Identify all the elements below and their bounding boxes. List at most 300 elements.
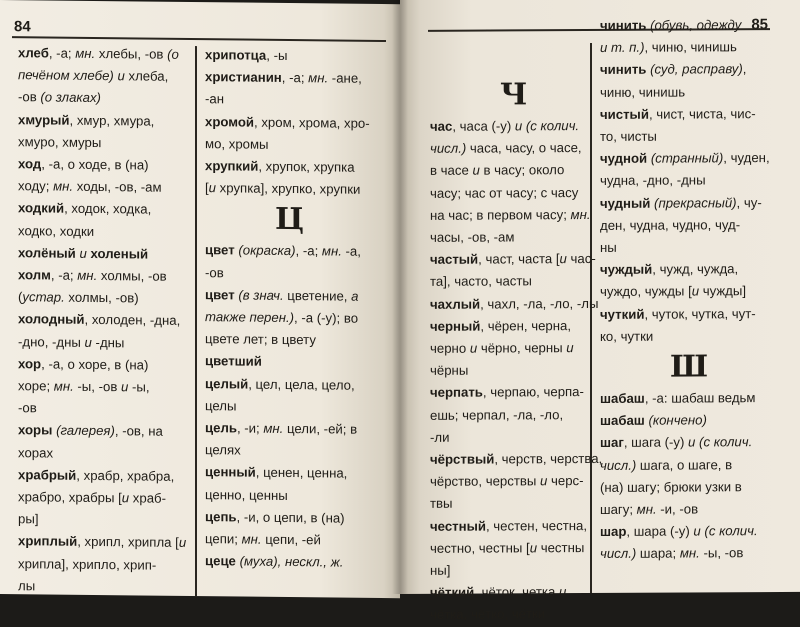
italic-note: числ.) [600,546,637,562]
italic-note: (с колич. [704,523,758,539]
headword: чёрствый [430,451,495,467]
entry-line [600,258,775,281]
entry-line [600,236,775,259]
entry-text: , черпаю, черпа- [482,384,584,401]
italic-note: мн. [53,378,74,394]
entry-line [18,309,190,333]
entry-line [205,284,385,308]
entry-text: ден, чудна, чудно, чуд- [600,217,741,233]
entry-line [430,381,588,404]
entry-line [18,175,190,199]
italic-note: (с колич. [699,434,753,450]
entry-line [430,559,588,582]
dictionary-column [205,44,385,574]
italic-note: а [351,288,359,304]
italic-note: и [208,180,217,196]
italic-note: (о [167,46,179,62]
entry-line [430,115,588,138]
entry-line [18,508,190,532]
headword: чуждый [600,261,653,278]
entry-text: целы [205,397,237,414]
headword: хор [18,356,42,372]
headword: черпать [430,385,483,401]
italic-note: и [472,162,480,179]
headword: ходкий [18,200,65,217]
entry-text: , холоден, -дна, [84,312,181,329]
entry-text: , -и; [236,420,264,436]
entry-line [18,375,190,399]
entry-line [18,575,190,599]
italic-note: мн. [241,531,262,547]
headword: ценный [205,464,256,481]
headword: чудной [600,150,648,167]
italic-note: (кончено) [648,412,707,428]
section-letter [205,200,385,242]
entry-text: ходу; [18,178,54,194]
entry-line [18,486,190,510]
column-divider [195,46,197,596]
entry-line [600,147,775,170]
italic-note: мн. [53,178,74,194]
book-spine-shadow [392,0,408,594]
entry-line [430,337,588,360]
entry-line [600,476,775,499]
italic-note: и [559,251,567,267]
entry-text: , хрипл, хрипла [ [77,534,179,551]
entry-line [18,264,190,288]
italic-note: и [178,535,187,551]
entry-line [18,531,190,555]
entry-line [205,328,385,352]
entry-text: ешь; черпал, -ла, -ло, [430,406,564,423]
dictionary-column [600,14,775,566]
italic-note: и [566,340,574,356]
entry-text: -и, -ов [656,501,699,517]
entry-text: чётка, чётко, чётки [430,606,546,623]
entry-text: чёрны [430,362,469,379]
entry-line [430,581,588,604]
headword: хромой [205,113,255,130]
entry-line [205,177,385,201]
headword: чистый [600,106,649,122]
entry-text: та], часто, часты [430,273,532,290]
page-85 [400,0,800,623]
entry-text: , часа (-у) [452,118,515,134]
entry-text: час- [566,251,596,267]
entry-line [600,36,775,59]
headword: цвет [205,286,235,303]
entry-text: , шара (-у) [626,523,694,540]
entry-line [18,420,190,444]
headword: частый [430,251,479,268]
entry-line [600,169,775,192]
italic-note: мн. [263,420,284,437]
entry-line [18,131,190,155]
italic-note: мн. [75,45,96,61]
entry-text: , хрупок, хрупка [258,158,355,175]
entry-text: , -а (-у); во [294,310,359,326]
entry-text: , черств, черства, [494,450,603,467]
section-letter [430,75,588,116]
entry-text: , хмур, хмура, [69,112,155,129]
entry-text: , чист, чиста, чис- [648,105,756,122]
italic-note: (суд, расправу) [650,61,743,78]
entry-text: , -а; [48,45,76,61]
entry-text: цепи, -ей [261,531,321,548]
headword: шабаш [600,390,645,406]
entry-text: ценно, ценны [205,486,288,503]
italic-note: (галерея) [56,423,115,439]
entry-line [600,103,775,126]
italic-note: и [688,434,696,450]
headword: хрупкий [205,158,259,174]
entry-text: на час; в первом часу; [430,206,571,223]
entry-text: , ходок, ходка, [64,201,152,218]
entry-text: в часе [430,163,473,179]
headword: шаг [600,435,624,451]
italic-note: (обувь, одежду [650,17,742,33]
italic-note: мн. [308,70,329,86]
entry-text: ходы, -ов, -ам [73,178,162,195]
entry-line [430,159,588,182]
headword: хрипотца [205,47,267,63]
entry-text: , ценен, ценна, [255,465,348,482]
entry-line [600,14,775,37]
entry-line [205,351,385,375]
entry-text: Ц [275,202,304,238]
entry-line [600,520,775,543]
entry-line [600,280,775,303]
entry-text: мо, хромы [205,135,269,152]
entry-text: черно [430,340,470,356]
entry-line [205,262,385,286]
entry-text: чёрство, черствы [430,473,541,490]
italic-note: (муха), нескл., ж. [239,553,344,570]
entry-line [430,270,588,293]
entry-text: хмуро, хмуры [18,134,102,150]
headword: холеный [90,245,149,262]
italic-note: (странный) [650,150,724,166]
entry-text: цвете лет; в цвету [205,331,316,348]
entry-text: холмы, -ов [97,268,167,284]
italic-note: числ.) [430,140,467,157]
entry-line [600,214,775,237]
entry-text: чуждо, чужды [ [600,283,692,300]
entry-line [430,226,588,249]
entry-text: , -а, о хоре, в (на) [41,356,149,373]
entry-text: , -ов, на [114,423,163,440]
entry-line [600,125,775,148]
headword: цель [205,420,237,436]
entry-line [205,89,385,113]
headword: чахлый [430,296,481,312]
entry-text: часы, -ов, -ам [430,229,515,245]
entry-text: , [742,61,747,77]
italic-note: и [79,245,87,261]
entry-line [205,439,385,463]
entry-text: , честен, честна, [485,517,588,534]
italic-note: устар. [22,289,65,305]
entry-text: , -и, о цепи, в (на) [236,509,345,526]
headword: хлеб [18,45,49,61]
entry-line [600,58,775,81]
entry-text: , -а: шабаш ведьм [644,390,756,406]
entry-text: -дны [91,334,125,350]
italic-note: и [117,68,125,84]
headword: черный [430,318,481,334]
entry-line [600,325,775,348]
italic-note: также перен.) [205,309,295,326]
italic-note: и [469,340,478,356]
page-number: 85 [751,16,768,34]
entry-text: честны [537,539,585,556]
entry-text: , шага (-у) [623,434,689,451]
entry-text: ры] [18,511,39,527]
entry-line [430,448,603,471]
entry-line [205,462,385,486]
headword: цвет [205,242,235,258]
entry-line [430,315,588,338]
headword: цветший [205,353,262,370]
italic-note: и [514,118,523,134]
entry-line [205,484,385,508]
entry-text: в часу; около [479,162,565,178]
entry-line [600,303,775,326]
entry-line [18,331,190,355]
italic-note: мн. [636,501,657,517]
entry-text: чёрно, черны [477,340,567,356]
entry-text: , хром, хрома, хро- [254,114,370,131]
entry-text: чужды] [699,283,747,299]
headword: целый [205,375,249,392]
italic-note: и [121,379,129,395]
entry-text: храбро, храбры [ [18,489,122,506]
headword: хриплый [18,533,78,550]
italic-note: и [691,283,700,299]
italic-note: и [540,473,548,489]
entry-text: -ы, [128,379,150,395]
entry-line [205,133,385,157]
entry-line [18,353,190,377]
entry-text: часу; час от часу; с часу [430,184,579,201]
entry-line [205,66,385,90]
entry-text: , -а; [281,70,309,86]
dictionary-column [430,75,603,626]
italic-note: и [693,523,701,539]
entry-text: , чахл, -ла, -ло, -лы [480,295,599,312]
entry-line [18,42,190,66]
entry-text: , -а, о ходе, в (на) [41,156,149,173]
entry-text: , -а; [50,267,78,283]
italic-note: числ.) [600,457,637,473]
italic-note: (окраска) [238,242,296,259]
entry-text: часа, часу, о часе, [466,140,582,156]
page-number: 84 [14,18,31,36]
entry-text: хрупка], хрупко, хрупки [216,180,361,197]
entry-text: -ов [18,89,41,105]
entry-line [18,553,190,577]
italic-note: мн. [570,206,591,222]
entry-text: хоре; [18,378,54,394]
entry-line [18,442,190,466]
entry-text: , -а; [295,243,322,259]
entry-text: -а, [341,244,361,260]
entry-line [205,240,385,264]
headword: шар [600,524,627,540]
entry-line [18,286,190,310]
entry-line [205,373,385,397]
entry-text: -ов [18,400,37,416]
entry-text: чиню, чинишь [600,84,686,100]
entry-text: черс- [547,473,584,489]
headword: храбрый [18,467,77,483]
entry-text: шагу; [600,501,637,518]
entry-text: , чужд, чужда, [652,261,739,277]
headword: холодный [18,311,85,328]
column-divider [590,43,592,593]
entry-text: лы [18,578,36,594]
headword: хоры [18,422,53,439]
entry-line [18,464,190,488]
entry-text: ( [18,289,23,305]
entry-text: ны [600,239,617,255]
entry-line [600,409,775,432]
entry-line [430,603,588,626]
entry-text: чудна, -дно, -дны [600,172,706,189]
entry-line [600,543,775,566]
headword: цеце [205,553,236,569]
entry-text: -ане, [328,70,362,86]
entry-line [430,248,596,271]
entry-line [430,492,588,515]
entry-text: хлебы, -ов [95,45,168,62]
entry-line [18,397,190,421]
entry-line [18,153,190,177]
entry-text: (на) шагу; брюки узки в [600,479,742,495]
entry-line [600,192,775,215]
entry-line [205,306,385,330]
header-rule [12,36,386,41]
entry-text: , чиню, чинишь [644,39,737,55]
italic-note: (о злаках) [40,89,101,106]
entry-line [205,417,385,441]
headword: честный [430,518,486,534]
entry-line [600,81,775,104]
entry-text: -ан [205,91,225,107]
entry-line [430,470,588,493]
italic-note: (с колич. [525,118,580,134]
entry-text: -дно, -дны [18,333,85,350]
entry-text: храб- [129,490,166,506]
entry-text: -ы, -ов [699,545,744,561]
headword: холм [18,267,51,283]
italic-note: и [121,490,130,506]
entry-text: , цел, цела, цело, [248,376,355,393]
entry-text: цветение, [283,287,352,304]
headword: хмурый [18,111,70,128]
entry-line [18,64,190,88]
entry-text: -ы, -ов [73,378,122,395]
entry-text: [ [205,180,209,196]
entry-text: Ч [500,77,528,113]
entry-text: ны] [430,562,451,578]
entry-line [205,395,385,419]
italic-note: и [529,540,538,556]
headword: христианин [205,69,282,86]
headword: чуткий [600,306,645,322]
entry-line [430,137,588,160]
entry-text: , чёток, четка [474,584,559,600]
entry-line [600,387,775,410]
entry-text: ходко, ходки [18,222,95,239]
entry-text: цепи; [205,531,242,547]
entry-text: целях [205,442,241,458]
entry-text: то, чисты [600,128,657,144]
entry-line [600,431,775,454]
entry-text: , чуток, чутка, чут- [644,305,756,322]
italic-note: мн. [321,243,342,260]
entry-line [430,537,588,560]
entry-text: , храбр, храбра, [76,467,175,484]
entry-line [205,550,385,574]
headword: холёный [18,245,76,261]
entry-line [430,359,588,382]
section-letter [600,347,775,388]
italic-note: (в знач. [238,287,284,303]
entry-text: , чуден, [723,150,770,166]
page-84 [0,0,400,598]
entry-line [18,220,190,244]
italic-note: и [559,584,567,600]
entry-line [205,111,385,135]
entry-text: хорах [18,444,54,461]
headword: шабаш [600,412,645,429]
entry-text: , част, часта [ [478,251,560,267]
entry-line [18,198,190,222]
entry-text: цели, -ей; в [283,421,358,437]
entry-line [205,155,385,179]
entry-text: хрипла], хрипло, хрип- [18,555,157,573]
italic-note: и [84,334,92,350]
entry-line [205,44,385,68]
headword: чинить [600,62,647,78]
entry-text: ко, чутки [600,328,654,344]
headword: чинить [600,17,647,33]
italic-note: печёном хлебе) [18,67,114,84]
entry-text: честно, честны [ [430,540,530,556]
headword: час [430,118,453,134]
entry-line [430,515,588,538]
headword: цепь [205,509,237,525]
headword: ход [18,156,42,172]
entry-line [430,182,588,205]
italic-note: мн. [679,545,700,562]
headword: чудный [600,195,651,211]
entry-line [205,528,385,552]
entry-line [18,242,190,266]
entry-line [430,293,599,316]
italic-note: (прекрасный) [654,194,737,211]
entry-text: Ш [670,349,709,385]
entry-text: , чёрен, черна, [480,317,572,334]
entry-text: шара; [636,546,680,562]
entry-text: , чу- [736,194,762,210]
headword: чёткий [430,584,475,601]
entry-line [430,204,591,227]
entry-text: хлеба, [124,68,169,84]
entry-text: -ли [430,429,450,445]
entry-text: шага, о шаге, в [636,456,733,473]
